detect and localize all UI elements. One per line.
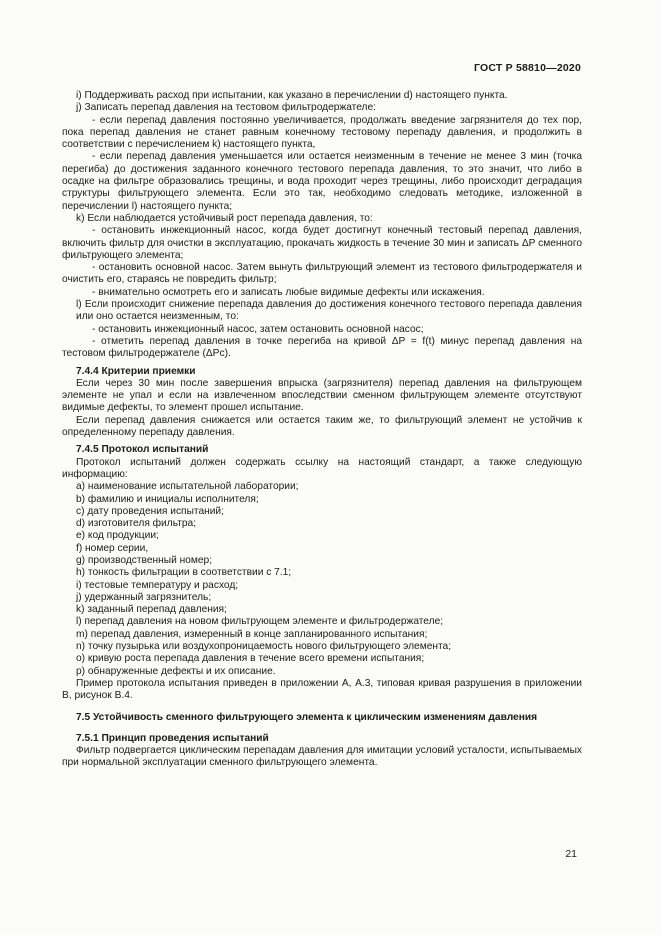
paragraph: - внимательно осмотреть его и записать любые видимые дефекты или искажения. (92, 286, 485, 298)
paragraph: i) тестовые температуру и расход; (76, 579, 239, 591)
paragraph: i) Поддерживать расход при испытании, как указано в перечислении d) настоящего пункта. (76, 90, 508, 101)
document-header: ГОСТ Р 58810—2020 (473, 62, 581, 74)
paragraph: Протокол испытаний должен содержать ссылку на настоящий стандарт, а также следующую информацию: (62, 456, 582, 480)
section-heading: 7.5.1 Принцип проведения испытаний (76, 732, 269, 744)
paragraph: Если перепад давления снижается или остается таким же, то фильтрующий элемент не устойчив к определенному перепаду давления. (62, 414, 582, 439)
section-heading: 7.5 Устойчивость сменного фильтрующего элемента к циклическим изменениям давления (76, 711, 538, 723)
paragraph: k) Если наблюдается устойчивый рост перепада давления, то: (76, 212, 373, 224)
paragraph: m) перепад давления, измеренный в конце запланированного испытания; (76, 628, 428, 640)
paragraph: c) дату проведения испытаний; (76, 505, 224, 517)
paragraph: e) код продукции; (76, 530, 159, 542)
paragraph: Пример протокола испытания приведен в приложении А, А.3, типовая кривая разрушения в приложении В, рисунок В.4. (62, 677, 582, 702)
document-body (62, 90, 582, 770)
paragraph: o) кривую роста перепада давления в течение всего времени испытания; (76, 653, 425, 665)
paragraph: - остановить основной насос. Затем вынуть фильтрующий элемент из тестового фильтродержателя и очистить его, стараясь не повредить фильтр; (62, 262, 582, 286)
paragraph: - отметить перепад давления в точке перегиба на кривой ΔP = f(t) минус перепад давления на тестовом фильтродержателе (ΔPc). (62, 335, 582, 360)
paragraph: n) точку пузырька или воздухопроницаемость нового фильтрующего элемента; (76, 641, 452, 653)
paragraph: b) фамилию и инициалы исполнителя; (76, 493, 259, 505)
paragraph: a) наименование испытательной лаборатории; (76, 481, 299, 493)
paragraph: - если перепад давления постоянно увеличивается, продолжать введение загрязнителя до тех пор, пока перепад давления не станет равным конечному тестовому перепаду давления, и продолжить в соответствии с перечислением k) настоящего пункта, (62, 114, 582, 151)
paragraph: l) Если происходит снижение перепада давления до достижения конечного тестового перепада давления или оно остается неизменным, то: (76, 299, 582, 323)
paragraph: p) обнаруженные дефекты и их описание. (76, 665, 276, 677)
paragraph: j) удержанный загрязнитель; (76, 591, 212, 603)
page-number: 21 (565, 848, 577, 860)
paragraph: - если перепад давления уменьшается или остается неизменным в течение не менее 3 мин (точка перегиба) до достижения заданного конечного тестового перепада давления, то это значит, что либо в осадке на фильтре образовались трещины, и вода проходит через трещины, либо происходит деградация структуры фильтрующего элемента. Если это так, необходимо следовать методике, изложенной в перечислении l) настоящего пункта; (62, 151, 582, 212)
spacer (62, 703, 582, 712)
paragraph: k) заданный перепад давления; (76, 604, 227, 616)
section-heading: 7.4.5 Протокол испытаний (76, 444, 209, 456)
paragraph: - остановить инжекционный насос, когда будет достигнут конечный тестовый перепад давления, включить фильтр для очистки в эксплуатацию, прокачать жидкость в течение 30 мин и записать ΔP сменного фильтрующего элемента; (62, 225, 582, 261)
paragraph: g) производственный номер; (76, 554, 213, 566)
section-heading: 7.4.4 Критерии приемки (76, 365, 196, 377)
paragraph: j) Записать перепад давления на тестовом фильтродержателе: (76, 102, 376, 114)
paragraph: Фильтр подвергается циклическим перепадам давления для имитации условий усталости, испытываемых при нормальной эксплуатации сменного фильтрующего элемента. (62, 745, 582, 769)
paragraph: Если через 30 мин после завершения впрыска (загрязнителя) перепад давления на фильтрующем элементе не упал и если на извлеченном впоследствии сменном фильтрующем элементе отсутствуют видимые дефекты, то элемент прошел испытание. (62, 377, 582, 414)
paragraph: - остановить инжекционный насос, затем остановить основной насос; (92, 323, 424, 335)
paragraph: d) изготовителя фильтра; (76, 518, 197, 530)
spacer (62, 724, 582, 733)
paragraph: f) номер серии, (76, 542, 149, 554)
paragraph: h) тонкость фильтрации в соответствии с 7.1; (76, 567, 292, 579)
paragraph: l) перепад давления на новом фильтрующем элементе и фильтродержателе; (76, 616, 444, 628)
